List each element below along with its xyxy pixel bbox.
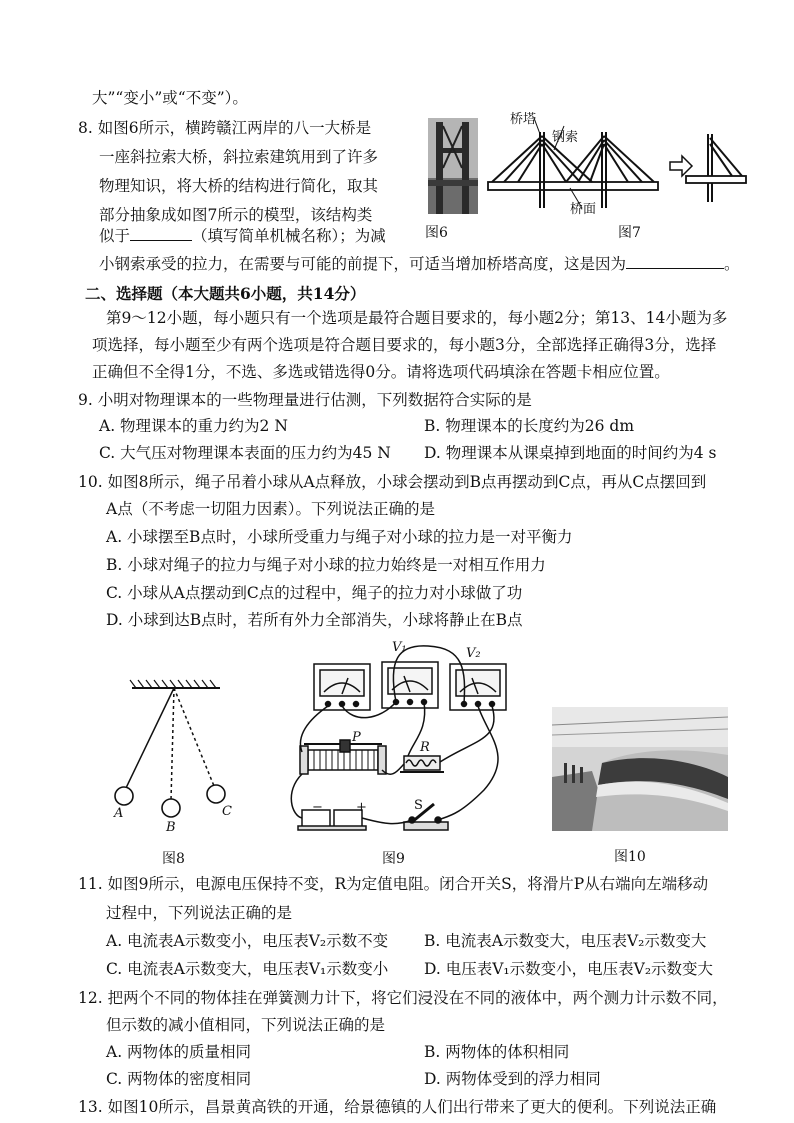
label-cable: 钢索 [552, 130, 579, 145]
q8-line1: 8. 如图6所示，横跨赣江两岸的八一大桥是 [78, 119, 372, 137]
q10-stem-1: 10. 如图8所示，绳子吊着小球从A点释放，小球会摆动到B点再摆动到C点，再从C点摆回到 [78, 473, 707, 491]
q9-option-c[interactable]: C. 大气压对物理课本表面的压力约为45 N [99, 444, 391, 462]
label-deck: 桥面 [570, 202, 597, 217]
section2-instr-1: 第9～12小题，每小题只有一个选项是最符合题目要求的，每小题2分；第13、14小题为多 [106, 309, 728, 327]
q10-option-b[interactable]: B. 小球对绳子的拉力与绳子对小球的拉力始终是一对相互作用力 [106, 556, 546, 574]
q8-line4: 部分抽象成如图7所示的模型，该结构类 [99, 206, 373, 224]
circuit-diagram [288, 640, 524, 836]
q13-stem-1: 13. 如图10所示，昌景黄高铁的开通，给景德镇的人们出行带来了更大的便利。下列说法正确 [78, 1098, 717, 1116]
q10-option-c[interactable]: C. 小球从A点摆动到C点的过程中，绳子的拉力对小球做了功 [106, 584, 523, 602]
slider-p-label: P [352, 730, 361, 745]
q9-stem: 9. 小明对物理课本的一些物理量进行估测，下列数据符合实际的是 [78, 391, 532, 409]
q11-option-a[interactable]: A. 电流表A示数变小，电压表V₂示数不变 [106, 932, 389, 950]
resistor-r-label: R [420, 740, 430, 755]
q11-option-d[interactable]: D. 电压表V₁示数变小，电压表V₂示数变大 [424, 960, 714, 978]
train-photo [552, 707, 728, 831]
fig8-caption: 图8 [162, 851, 185, 867]
q10-option-d[interactable]: D. 小球到达B点时，若所有外力全部消失，小球将静止在B点 [106, 611, 523, 629]
q7-tail: 大”“变小”或“不变”）。 [92, 89, 248, 107]
point-c-label: C [222, 804, 232, 819]
q12-stem-1: 12. 把两个不同的物体挂在弹簧测力计下，将它们浸没在不同的液体中，两个测力计示数不同， [78, 989, 728, 1007]
q10-stem-2: A点（不考虑一切阻力因素）。下列说法正确的是 [106, 500, 435, 518]
switch-s-label: S [414, 798, 423, 813]
fig10-caption: 图10 [614, 849, 646, 865]
q8-line2: 一座斜拉索大桥，斜拉索建筑用到了许多 [99, 148, 379, 166]
q9-option-a[interactable]: A. 物理课本的重力约为2 N [99, 417, 288, 435]
label-tower: 桥塔 [510, 112, 537, 127]
q11-stem-1: 11. 如图9所示，电源电压保持不变，R为定值电阻。闭合开关S，将滑片P从右端向左端移动 [78, 875, 709, 893]
q11-stem-2: 过程中，下列说法正确的是 [106, 904, 293, 922]
bridge-photo-art [428, 118, 478, 214]
section2-instr-2: 项选择，每小题至少有两个选项是符合题目要求的，每小题3分，全部选择正确得3分，选择 [92, 336, 717, 354]
answer-blank-machine[interactable] [130, 226, 192, 241]
q12-option-b[interactable]: B. 两物体的体积相同 [424, 1043, 570, 1061]
q12-option-a[interactable]: A. 两物体的质量相同 [106, 1043, 252, 1061]
point-a-label: A [114, 806, 124, 821]
v1-label: V₁ [392, 640, 407, 655]
q10-option-a[interactable]: A. 小球摆至B点时，小球所受重力与绳子对小球的拉力是一对平衡力 [106, 528, 573, 546]
q8-line6-text: 小钢索承受的拉力，在需要与可能的前提下，可适当增加桥塔高度，这是因为 [99, 255, 627, 273]
train-photo-art [552, 707, 728, 831]
q8-line6 [99, 254, 740, 274]
bridge-photo [428, 118, 478, 214]
section2-instr-3: 正确但不全得1分，不选、多选或错选得0分。请将选项代码填涂在答题卡相应位置。 [92, 363, 670, 381]
q12-option-d[interactable]: D. 两物体受到的浮力相同 [424, 1070, 601, 1088]
fig9-caption: 图9 [382, 851, 405, 867]
q8-line5-end: （填写简单机械名称）；为减 [192, 227, 386, 245]
q8-line5 [99, 226, 386, 246]
battery-plus-label: + [356, 800, 367, 815]
q8-line5-start: 似于 [99, 227, 131, 245]
q8-line6-end: 。 [724, 255, 740, 273]
point-b-label: B [166, 820, 176, 835]
v2-label: V₂ [466, 646, 481, 661]
q11-option-c[interactable]: C. 电流表A示数变大，电压表V₁示数变小 [106, 960, 389, 978]
q9-option-d[interactable]: D. 物理课本从课桌掉到地面的时间约为4 s [424, 444, 717, 462]
q8-line3: 物理知识，将大桥的结构进行简化，取其 [99, 177, 379, 195]
answer-blank-reason[interactable] [626, 254, 724, 269]
fig7-caption: 图7 [618, 225, 641, 241]
fig6-caption: 图6 [425, 225, 448, 241]
q11-option-b[interactable]: B. 电流表A示数变大，电压表V₂示数变大 [424, 932, 707, 950]
q12-option-c[interactable]: C. 两物体的密度相同 [106, 1070, 252, 1088]
section2-heading: 二、选择题（本大题共6小题，共14分） [85, 284, 366, 303]
q12-stem-2: 但示数的减小值相同，下列说法正确的是 [106, 1016, 386, 1034]
q9-option-b[interactable]: B. 物理课本的长度约为26 dm [424, 417, 635, 435]
battery-minus-label: − [312, 800, 323, 815]
